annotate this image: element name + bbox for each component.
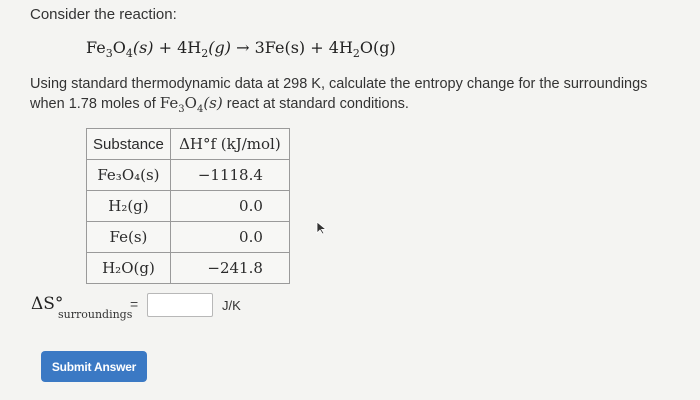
eq-o: O bbox=[112, 38, 126, 57]
cell-value: 0.0 bbox=[170, 222, 289, 253]
eq-h2: 4H bbox=[177, 38, 202, 57]
eq-plus2: + bbox=[310, 38, 324, 57]
question-chem bbox=[159, 94, 223, 115]
reaction-equation bbox=[86, 38, 396, 60]
eq-arrow: → bbox=[236, 38, 250, 57]
cell-value: −1118.4 bbox=[170, 160, 289, 191]
table-row bbox=[87, 222, 290, 253]
header-substance: Substance bbox=[87, 129, 171, 160]
eq-product2-sub: 2 bbox=[352, 47, 360, 61]
q-fe-sub: 3 bbox=[178, 104, 185, 115]
eq-product2: 4H bbox=[328, 38, 353, 57]
cell-substance: H₂O(g) bbox=[87, 253, 171, 284]
q-state: (s) bbox=[203, 94, 223, 112]
eq-fe-sub: 3 bbox=[105, 47, 113, 61]
eq-o-sub: 4 bbox=[125, 47, 133, 61]
cell-substance: Fe₃O₄(s) bbox=[87, 160, 171, 191]
table-row bbox=[87, 191, 290, 222]
eq-plus1: + bbox=[158, 38, 173, 57]
cell-substance: Fe(s) bbox=[87, 222, 171, 253]
q-o: O bbox=[184, 94, 197, 112]
q-fe: Fe bbox=[159, 94, 179, 112]
cell-value: 0.0 bbox=[170, 191, 289, 222]
thermo-data-table bbox=[86, 128, 290, 284]
eq-state1: (s) bbox=[132, 38, 154, 57]
question-text bbox=[30, 75, 670, 119]
unit-label: J/K bbox=[222, 298, 241, 313]
intro-text: Consider the reaction: bbox=[30, 6, 177, 23]
submit-answer-button[interactable]: Submit Answer bbox=[41, 351, 147, 382]
question-part2: react at standard conditions. bbox=[222, 96, 409, 112]
eq-product1: 3Fe(s) bbox=[254, 38, 306, 57]
eq-fe: Fe bbox=[86, 38, 106, 57]
delta-s-subscript: surroundings bbox=[58, 308, 133, 321]
eq-state2: (g) bbox=[208, 38, 231, 57]
table-row bbox=[87, 160, 290, 191]
cell-substance: H₂(g) bbox=[87, 191, 171, 222]
delta-s-symbol: ΔS° bbox=[31, 294, 64, 314]
q-o-sub: 4 bbox=[196, 104, 204, 115]
equals-sign: = bbox=[130, 296, 139, 312]
eq-product2-rest: O(g) bbox=[359, 38, 396, 57]
question-part1: Using standard thermodynamic data at 298 K, calculate the entropy change for the surroundings when 1.78 moles of bbox=[30, 76, 648, 112]
table-header-row bbox=[87, 129, 290, 160]
eq-h2-sub: 2 bbox=[201, 47, 209, 61]
header-enthalpy: ΔH°f (kJ/mol) bbox=[170, 129, 289, 160]
entropy-answer-input[interactable] bbox=[147, 293, 213, 317]
table-row bbox=[87, 253, 290, 284]
cell-value: −241.8 bbox=[170, 253, 289, 284]
mouse-cursor-icon bbox=[316, 221, 328, 235]
